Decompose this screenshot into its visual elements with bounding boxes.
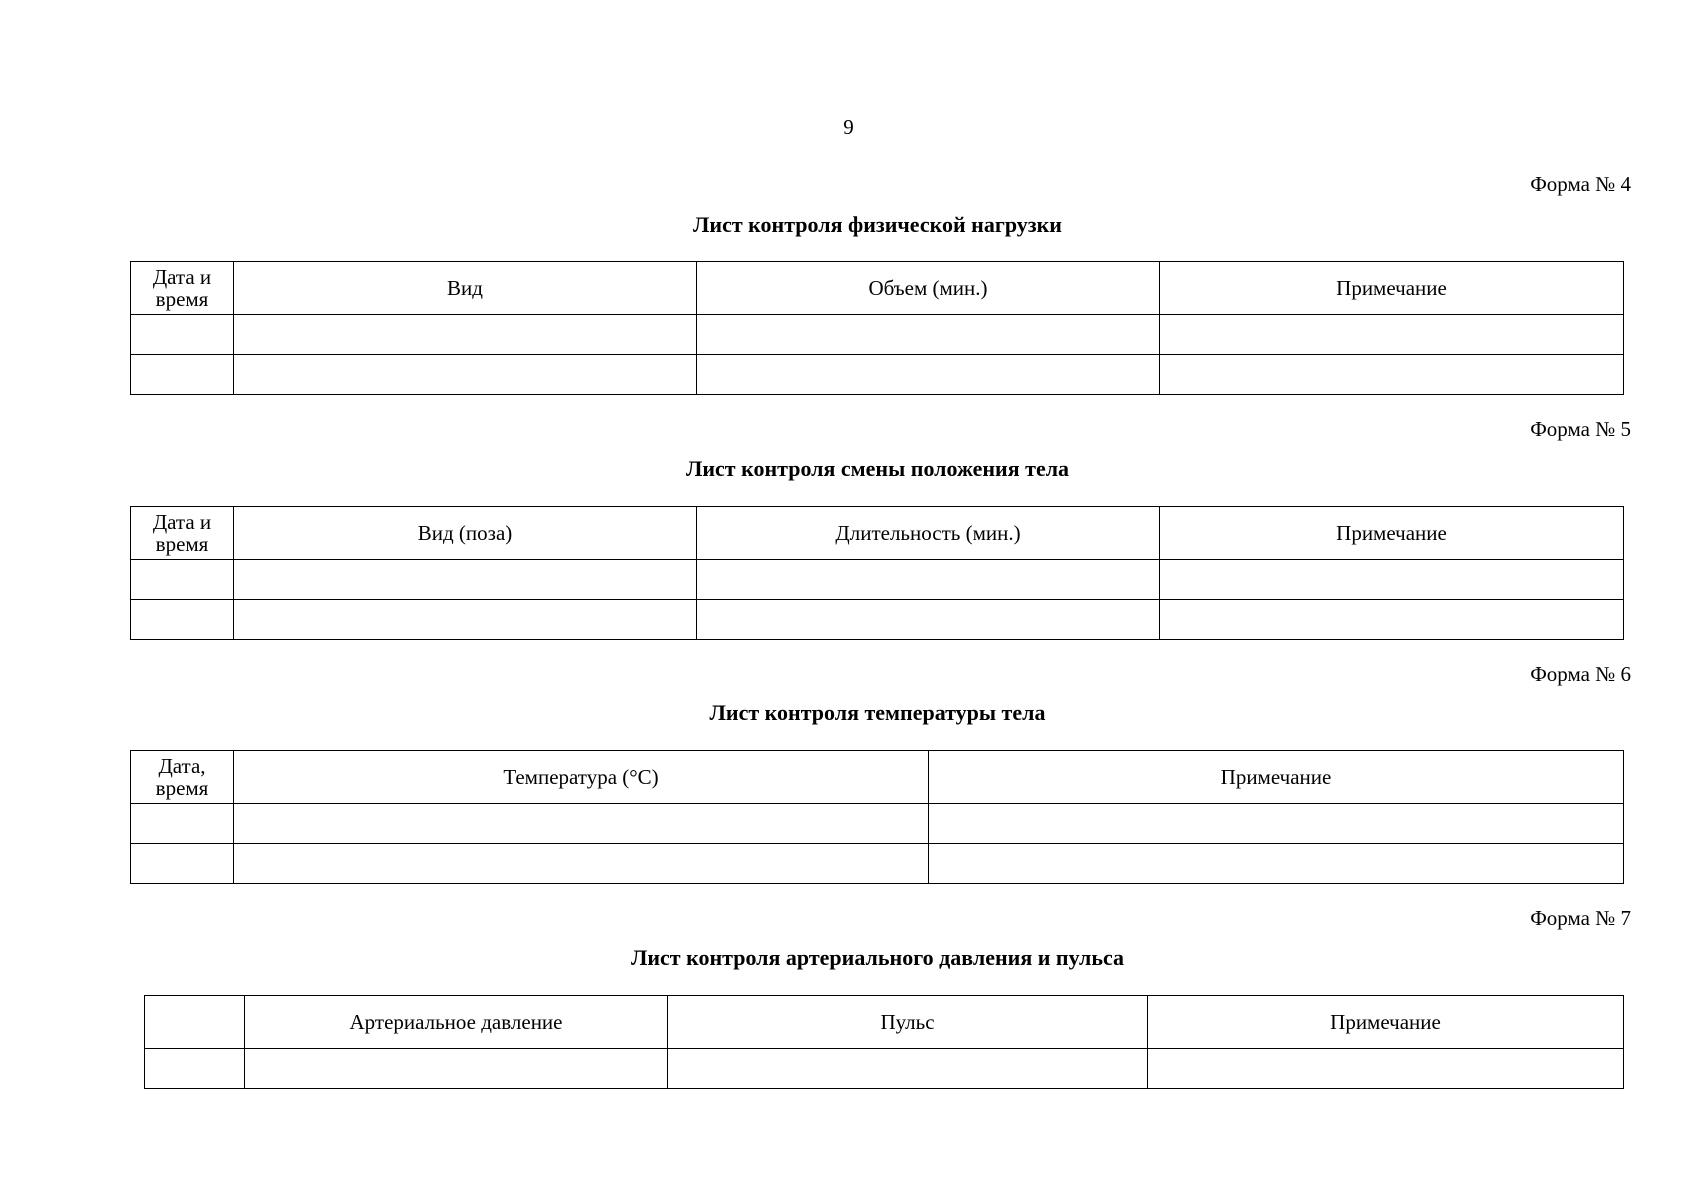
table-header-row bbox=[131, 751, 1624, 804]
column-header: Длительность (мин.) bbox=[697, 507, 1160, 560]
table-cell[interactable] bbox=[1160, 355, 1624, 395]
table-cell[interactable] bbox=[697, 600, 1160, 640]
form-label: Форма № 5 bbox=[1530, 417, 1631, 441]
body-temperature-table bbox=[130, 750, 1624, 884]
form-title: Лист контроля артериального давления и пульса bbox=[630, 945, 1125, 970]
body-position-table bbox=[130, 506, 1624, 640]
column-header: Вид bbox=[234, 262, 697, 315]
table-cell[interactable] bbox=[234, 804, 929, 844]
table-cell[interactable] bbox=[929, 844, 1624, 884]
form-label: Форма № 7 bbox=[1530, 906, 1631, 930]
column-header: Артериальное давление bbox=[245, 996, 668, 1049]
form-title: Лист контроля смены положения тела bbox=[685, 456, 1070, 481]
column-header: Пульс bbox=[668, 996, 1148, 1049]
form-title: Лист контроля физической нагрузки bbox=[693, 212, 1062, 237]
column-header: Дата и время bbox=[131, 262, 234, 315]
table-cell[interactable] bbox=[234, 560, 697, 600]
column-header bbox=[145, 996, 245, 1049]
form-label: Форма № 6 bbox=[1530, 662, 1631, 686]
table-cell[interactable] bbox=[131, 804, 234, 844]
table-row bbox=[145, 1049, 1624, 1089]
table-cell[interactable] bbox=[234, 844, 929, 884]
table-cell[interactable] bbox=[131, 844, 234, 884]
table-cell[interactable] bbox=[1160, 315, 1624, 355]
table-cell[interactable] bbox=[131, 355, 234, 395]
column-header: Объем (мин.) bbox=[697, 262, 1160, 315]
blood-pressure-pulse-table bbox=[144, 995, 1624, 1089]
table-cell[interactable] bbox=[245, 1049, 668, 1089]
physical-load-table bbox=[130, 261, 1624, 395]
table-header-row bbox=[131, 507, 1624, 560]
table-cell[interactable] bbox=[234, 355, 697, 395]
table-cell[interactable] bbox=[697, 560, 1160, 600]
table-cell[interactable] bbox=[929, 804, 1624, 844]
table-cell[interactable] bbox=[668, 1049, 1148, 1089]
table-header-row bbox=[145, 996, 1624, 1049]
table-row bbox=[131, 560, 1624, 600]
column-header: Примечание bbox=[1160, 262, 1624, 315]
table-cell[interactable] bbox=[234, 600, 697, 640]
column-header: Примечание bbox=[1148, 996, 1624, 1049]
column-header: Вид (поза) bbox=[234, 507, 697, 560]
column-header: Примечание bbox=[1160, 507, 1624, 560]
table-cell[interactable] bbox=[234, 315, 697, 355]
table-row bbox=[131, 315, 1624, 355]
table-cell[interactable] bbox=[131, 315, 234, 355]
column-header: Примечание bbox=[929, 751, 1624, 804]
table-row bbox=[131, 804, 1624, 844]
table-cell[interactable] bbox=[131, 560, 234, 600]
column-header: Температура (°C) bbox=[234, 751, 929, 804]
table-header-row bbox=[131, 262, 1624, 315]
column-header: Дата и время bbox=[131, 507, 234, 560]
form-label: Форма № 4 bbox=[1530, 172, 1631, 196]
table-cell[interactable] bbox=[697, 315, 1160, 355]
table-row bbox=[131, 844, 1624, 884]
table-row bbox=[131, 600, 1624, 640]
page-number: 9 bbox=[843, 115, 854, 139]
table-row bbox=[131, 355, 1624, 395]
table-cell[interactable] bbox=[1160, 600, 1624, 640]
table-cell[interactable] bbox=[697, 355, 1160, 395]
column-header: Дата, время bbox=[131, 751, 234, 804]
table-cell[interactable] bbox=[1160, 560, 1624, 600]
table-cell[interactable] bbox=[145, 1049, 245, 1089]
table-cell[interactable] bbox=[1148, 1049, 1624, 1089]
form-title: Лист контроля температуры тела bbox=[709, 700, 1046, 725]
table-cell[interactable] bbox=[131, 600, 234, 640]
